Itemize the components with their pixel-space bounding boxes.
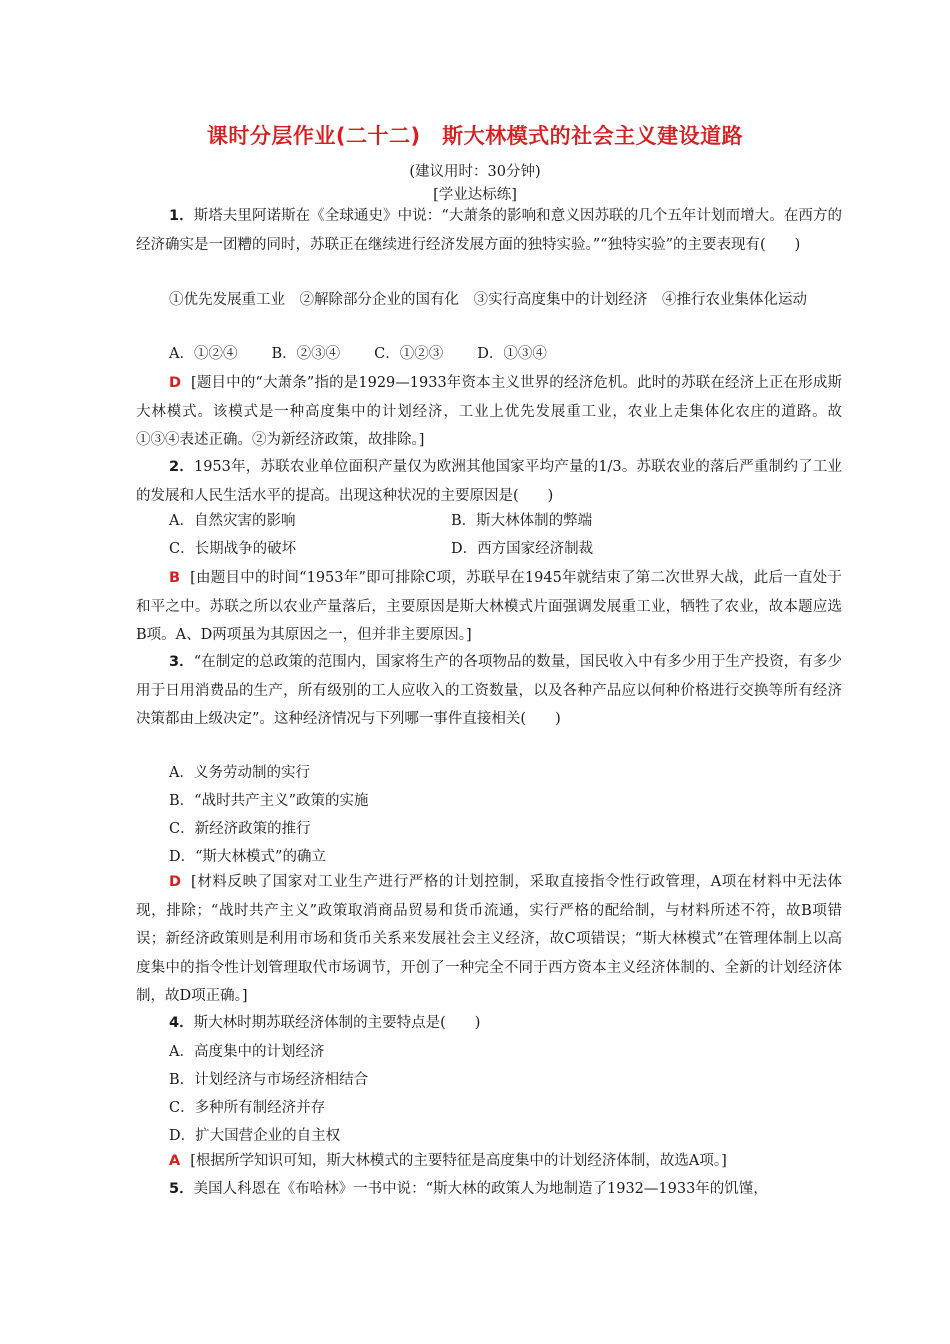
question-stem: 1953年，苏联农业单位面积产量仅为欧洲其他国家平均产量的1/3。苏联农业的落后严重制约了工业的发展和人民生活水平的提高。出现这种状况的主要原因是( ) (136, 459, 843, 504)
time-hint: (建议用时：30分钟) (409, 164, 541, 180)
question-stem: 美国人科恩在《布哈林》一书中说：“斯大林的政策人为地制造了1932—1933年的饥馑， (193, 1181, 768, 1197)
question-number: 4． (169, 1015, 194, 1031)
answer-letter: D (169, 874, 182, 890)
question-number: 5． (169, 1181, 194, 1197)
question-stem: 斯大林时期苏联经济体制的主要特点是( ) (193, 1015, 481, 1031)
answer-1 (136, 369, 842, 455)
option-d: D．扩大国营企业的自主权 (169, 1128, 341, 1144)
page-title: 课时分层作业(二十二) 斯大林模式的社会主义建设道路 (206, 124, 744, 148)
option-a: A．高度集中的计划经济 (169, 1044, 325, 1060)
question-4 (136, 1009, 842, 1038)
option-d: D．西方国家经济制裁 (451, 541, 594, 557)
option-c: C．①②③ (374, 346, 444, 362)
option-c: C．长期战争的破坏 (169, 541, 297, 557)
option-c: C．多种所有制经济并存 (169, 1100, 326, 1116)
option-a: A．①②④ (169, 346, 238, 362)
answer-3 (136, 868, 842, 1011)
answer-letter: A (169, 1153, 181, 1169)
answer-explanation: [根据所学知识可知，斯大林模式的主要特征是高度集中的计划经济体制，故选A项。] (190, 1153, 727, 1169)
question-5 (136, 1175, 842, 1205)
question-3 (136, 648, 842, 734)
question-2 (136, 453, 842, 510)
question-number: 2． (169, 459, 194, 475)
question-number: 3． (169, 654, 194, 670)
answer-letter: D (169, 375, 182, 391)
option-d: D．“斯大林模式”的确立 (169, 849, 326, 865)
option-c: C．新经济政策的推行 (169, 821, 311, 837)
option-d: D．①③④ (477, 346, 547, 362)
question-number: 1． (169, 208, 194, 224)
answer-letter: B (169, 570, 181, 586)
answer-explanation: [题目中的“大萧条”指的是1929—1933年资本主义世界的经济危机。此时的苏联在经济上正在形成斯大林模式。该模式是一种高度集中的计划经济，工业上优先发展重工业，农业上走集体化农庄的道路。故①③④表述正确。②为新经济政策，故排除。] (136, 375, 842, 448)
answer-explanation: [材料反映了国家对工业生产进行严格的计划控制，采取直接指令性行政管理，A项在材料中无法体现，排除；“战时共产主义”政策取消商品贸易和货币流通，实行严格的配给制，与材料所述不符，故B项错误；新经济政策则是利用市场和货币关系来发展社会主义经济，故C项错误；“斯大林模式”在管理体制上以高度集中的指令性计划管理取代市场调节，开创了一种完全不同于西方资本主义经济体制的、全新的计划经济体制，故D项正确。] (136, 874, 842, 1004)
option-b: B．斯大林体制的弊端 (451, 513, 593, 529)
section-heading: [学业达标练] (433, 187, 517, 203)
option-a: A．义务劳动制的实行 (169, 765, 310, 781)
answer-4 (136, 1147, 842, 1176)
question-1-items: ①优先发展重工业 ②解除部分企业的国有化 ③实行高度集中的计划经济 ④推行农业集体化运动 (169, 292, 807, 308)
question-1-options (169, 342, 547, 363)
option-b: B．计划经济与市场经济相结合 (169, 1072, 369, 1088)
question-stem: 斯塔夫里阿诺斯在《全球通史》中说：“大萧条的影响和意义因苏联的几个五年计划而增大。在西方的经济确实是一团糟的同时，苏联正在继续进行经济发展方面的独特实验。”“独特实验”的主要表现有( ) (136, 208, 842, 253)
question-1 (136, 202, 842, 259)
question-stem: “在制定的总政策的范围内，国家将生产的各项物品的数量，国民收入中有多少用于生产投资，有多少用于日用消费品的生产，所有级别的工人应收入的工资数量，以及各种产品应以何种价格进行交换等所有经济决策都由上级决定”。这种经济情况与下列哪一事件直接相关( ) (136, 654, 842, 727)
answer-2 (136, 564, 842, 650)
option-b: B．②③④ (271, 346, 341, 362)
option-b: B．“战时共产主义”政策的实施 (169, 793, 369, 809)
answer-explanation: [由题目中的时间“1953年”即可排除C项，苏联早在1945年就结束了第二次世界大战，此后一直处于和平之中。苏联之所以农业产量落后，主要原因是斯大林模式片面强调发展重工业，牺牲了农业，故本题应选B项。A、D两项虽为其原因之一，但并非主要原因。] (136, 570, 842, 643)
option-a: A．自然灾害的影响 (169, 513, 296, 529)
